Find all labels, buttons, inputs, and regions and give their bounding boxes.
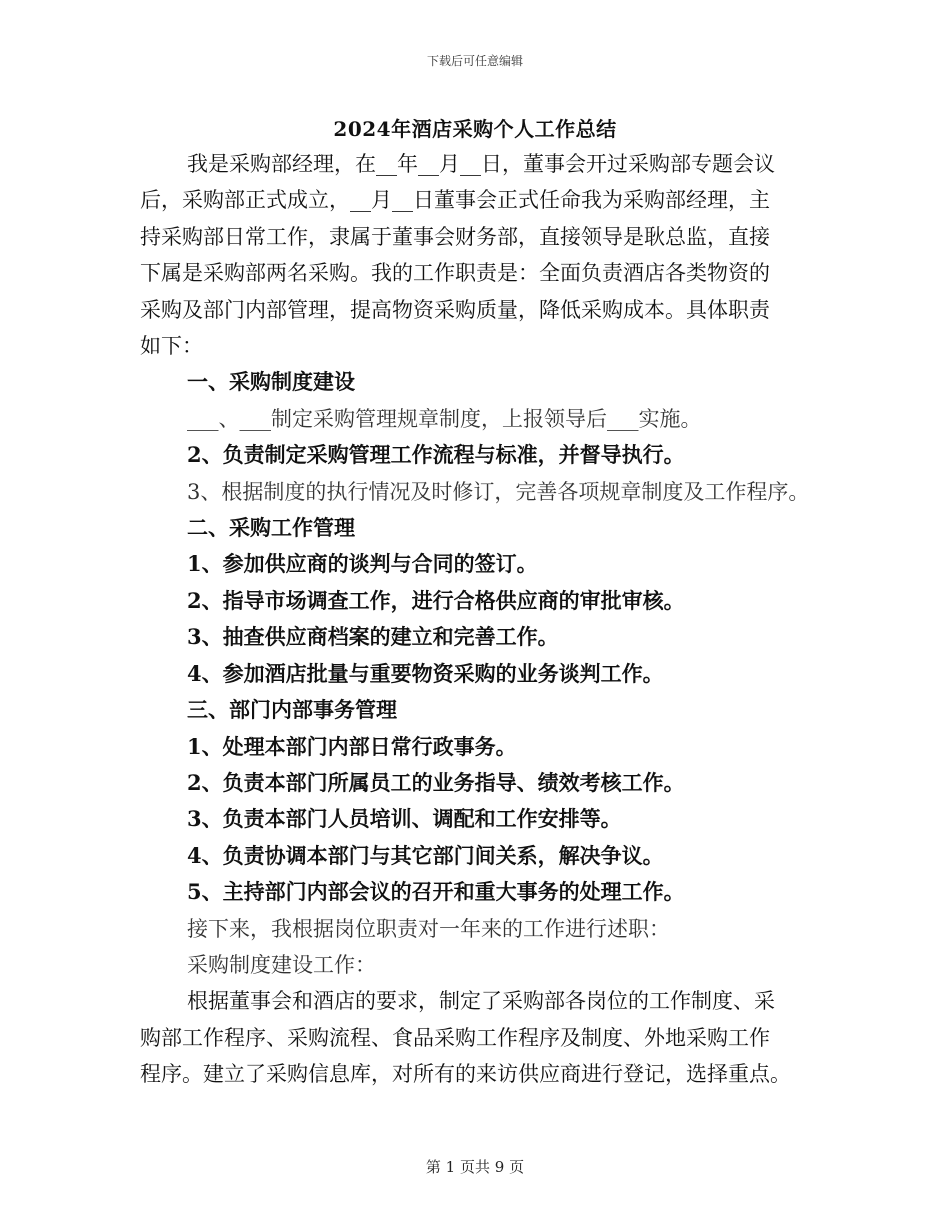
section-heading: 二、采购工作管理 xyxy=(187,515,355,541)
paragraph-line: 程序。建立了采购信息库，对所有的来访供应商进行登记，选择重点。 xyxy=(140,1062,791,1087)
paragraph-line: 根据董事会和酒店的要求，制定了采购部各岗位的工作制度、采 xyxy=(187,989,775,1014)
paragraph-line: 采购及部门内部管理，提高物资采购质量，降低采购成本。具体职责 xyxy=(140,297,770,322)
paragraph-line: 接下来，我根据岗位职责对一年来的工作进行述职： xyxy=(187,916,670,941)
document-title: 2024年酒店采购个人工作总结 xyxy=(333,117,617,141)
page-footer: 第 1 页共 9 页 xyxy=(425,1158,525,1176)
document-body xyxy=(140,146,820,1093)
list-item: 3、负责本部门人员培训、调配和工作安排等。 xyxy=(187,806,622,832)
section-heading: 一、采购制度建设 xyxy=(187,369,355,395)
paragraph-line: 我是采购部经理，在__年__月__日，董事会开过采购部专题会议 xyxy=(187,152,775,176)
paragraph-line: 持采购部日常工作，隶属于董事会财务部，直接领导是耿总监，直接 xyxy=(140,224,770,249)
list-item: ___、___制定采购管理规章制度，上报领导后___实施。 xyxy=(187,406,702,431)
list-item: 3、根据制度的执行情况及时修订，完善各项规章制度及工作程序。 xyxy=(187,479,810,504)
list-item: 1、参加供应商的谈判与合同的签订。 xyxy=(187,551,538,577)
list-item: 2、指导市场调查工作，进行合格供应商的审批审核。 xyxy=(187,587,685,613)
page-header: 下载后可任意编辑 xyxy=(426,54,523,68)
list-item: 4、负责协调本部门与其它部门间关系，解决争议。 xyxy=(187,842,664,868)
section-heading: 三、部门内部事务管理 xyxy=(187,697,397,723)
paragraph-line: 如下： xyxy=(140,334,203,359)
paragraph-line: 采购制度建设工作： xyxy=(187,952,376,977)
list-item: 1、处理本部门内部日常行政事务。 xyxy=(187,733,517,759)
list-item: 4、参加酒店批量与重要物资采购的业务谈判工作。 xyxy=(187,660,664,686)
list-item: 2、负责制定采购管理工作流程与标准，并督导执行。 xyxy=(187,442,685,468)
list-item: 3、抽查供应商档案的建立和完善工作。 xyxy=(187,624,559,650)
paragraph-line: 购部工作程序、采购流程、食品采购工作程序及制度、外地采购工作 xyxy=(140,1025,770,1050)
list-item: 5、主持部门内部会议的召开和重大事务的处理工作。 xyxy=(187,879,685,905)
list-item: 2、负责本部门所属员工的业务指导、绩效考核工作。 xyxy=(187,769,685,795)
paragraph-line: 后，采购部正式成立，__月__日董事会正式任命我为采购部经理，主 xyxy=(140,188,770,213)
paragraph-line: 下属是采购部两名采购。我的工作职责是：全面负责酒店各类物资的 xyxy=(140,261,770,286)
